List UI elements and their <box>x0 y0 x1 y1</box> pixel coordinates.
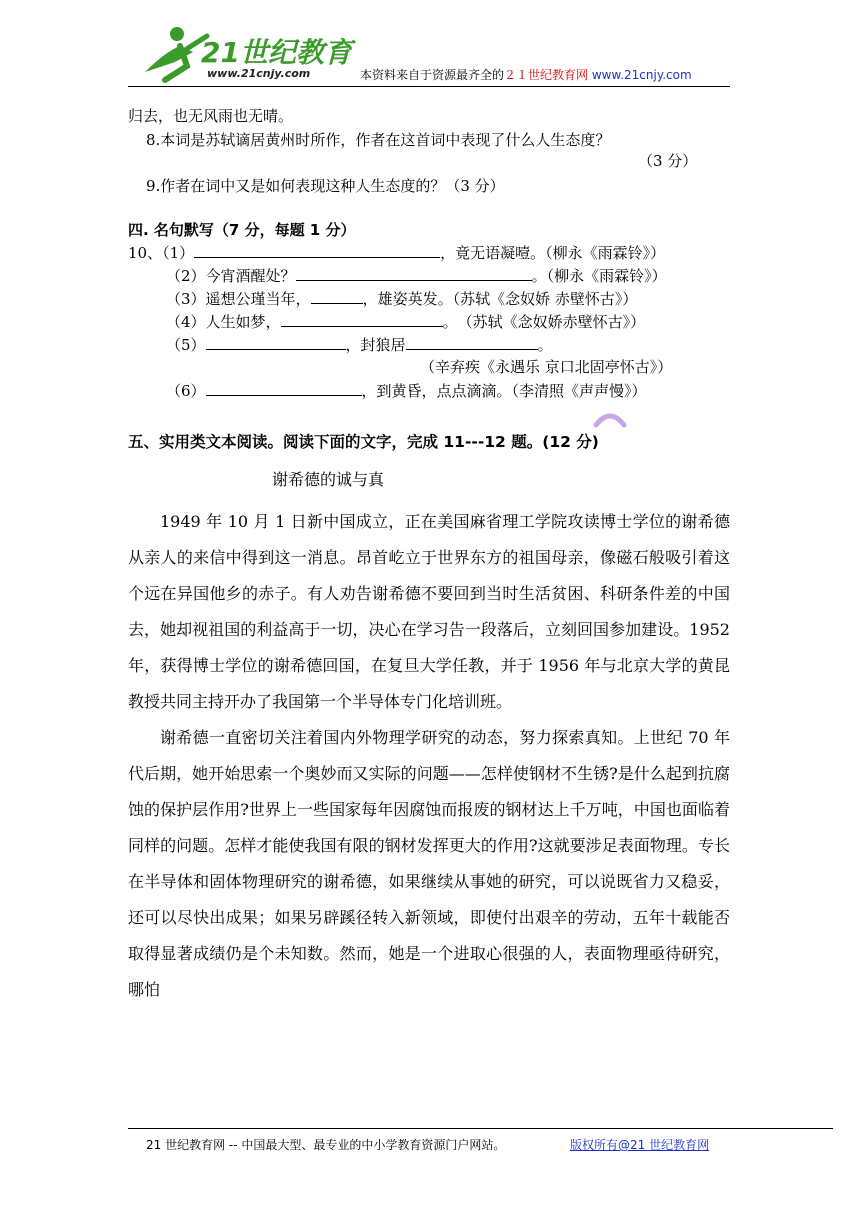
q10-prefix: 10、 <box>128 244 163 262</box>
fill-item-5-source: （辛弃疾《永遇乐 京口北固亭怀古》） <box>420 358 673 376</box>
item-text: ，雄姿英发。（苏轼《念奴娇 赤壁怀古》） <box>362 290 638 308</box>
poem-tail: 归去，也无风雨也无晴。 <box>128 107 294 125</box>
fill-item-1 <box>128 242 665 263</box>
item-number: （6） <box>166 382 206 400</box>
item-number: （1） <box>162 244 195 262</box>
header-note <box>360 66 692 83</box>
article-body <box>128 504 730 1008</box>
answer-blank[interactable] <box>311 288 363 304</box>
answer-blank[interactable] <box>281 311 443 327</box>
item-text: 遥想公瑾当年， <box>205 290 311 308</box>
header-url-link[interactable]: www.21cnjy.com <box>591 68 692 82</box>
item-text: 。（柳永《雨霖铃》） <box>531 267 667 285</box>
running-figure-icon <box>145 27 207 80</box>
item-text: 人生如梦， <box>205 313 281 331</box>
header-divider <box>128 86 730 87</box>
section-4-title: 四. 名句默写（7 分，每题 1 分） <box>128 221 356 239</box>
item-number: （5） <box>166 336 206 354</box>
header-note-prefix: 本资料来自于资源最齐全的 <box>360 68 505 82</box>
section-5-title: 五、实用类文本阅读。阅读下面的文字，完成 11---12 题。(12 分) <box>128 433 599 451</box>
fill-item-2 <box>166 265 667 286</box>
question-9: 9.作者在词中又是如何表现这种人生态度的？（3 分） <box>146 177 505 195</box>
header-brand: ２１世纪教育网 <box>504 68 589 82</box>
fill-item-5 <box>166 334 553 355</box>
item-text: 今宵酒醒处？ <box>205 267 296 285</box>
item-number: （3） <box>166 290 206 308</box>
item-text: ，竟无语凝噎。（柳永《雨霖铃》） <box>440 244 666 262</box>
answer-blank[interactable] <box>194 242 440 258</box>
item-text: ，到黄昏，点点滴滴。（李清照《声声慢》） <box>361 382 647 400</box>
logo-text: 21世纪教育 <box>201 36 352 69</box>
fill-item-4 <box>166 311 645 332</box>
item-text: 。 <box>537 336 553 354</box>
fill-item-6 <box>166 380 647 401</box>
article-paragraph: 谢希德一直密切关注着国内外物理学研究的动态，努力探索真知。上世纪 70 年代后期，她开始思索一个奥妙而又实际的问题——怎样使钢材不生锈?是什么起到抗腐蚀的保护层作用?世界上一些国家每年因腐蚀而报废的钢材达上千万吨，中国也面临着同样的问题。怎样才能使我国有限的钢材发挥更大的作用?这就要涉足表面物理。专长在半导体和固体物理研究的谢希德，如果继续从事她的研究，可以说既省力又稳妥，还可以尽快出成果；如果另辟蹊径转入新领域，即使付出艰辛的劳动，五年十载能否取得显著成绩仍是个未知数。然而，她是一个进取心很强的人，表面物理亟待研究，哪怕 <box>128 728 730 999</box>
article-title: 谢希德的诚与真 <box>272 470 385 489</box>
answer-blank[interactable] <box>296 265 532 281</box>
question-8: 8.本词是苏轼谪居黄州时所作，作者在这首词中表现了什么人生态度？ <box>146 131 611 149</box>
fill-item-3 <box>166 288 637 309</box>
question-8-score: （3 分） <box>638 152 698 170</box>
footer-divider <box>128 1128 833 1129</box>
answer-blank[interactable] <box>206 334 346 350</box>
item-text: ，封狼居 <box>345 336 406 354</box>
answer-blank[interactable] <box>206 380 362 396</box>
article-paragraph: 1949 年 10 月 1 日新中国成立，正在美国麻省理工学院攻读博士学位的谢希德从亲人的来信中得到这一消息。昂首屹立于世界东方的祖国母亲，像磁石般吸引着这个远在异国他乡的赤子。有人劝告谢希德不要回到当时生活贫困、科研条件差的中国去，她却视祖国的利益高于一切，决心在学习告一段落后，立刻回国参加建设。1952 年，获得博士学位的谢希德回国，在复旦大学任教，并于 1956 年与北京大学的黄昆教授共同主持开办了我国第一个半导体专门化培训班。 <box>128 512 730 711</box>
item-number: （4） <box>166 313 206 331</box>
footer-copyright-link[interactable]: 版权所有@21 世纪教育网 <box>570 1138 710 1152</box>
item-number: （2） <box>166 267 206 285</box>
footer-text: 21 世纪教育网 -- 中国最大型、最专业的中小学教育资源门户网站。 <box>146 1138 506 1152</box>
item-text: 。 （苏轼《念奴娇赤壁怀古》） <box>442 313 646 331</box>
logo-url-text: www.21cnjy.com <box>207 67 311 80</box>
site-logo <box>135 22 352 86</box>
answer-blank[interactable] <box>406 334 538 350</box>
decorative-arc-mark <box>593 407 627 429</box>
